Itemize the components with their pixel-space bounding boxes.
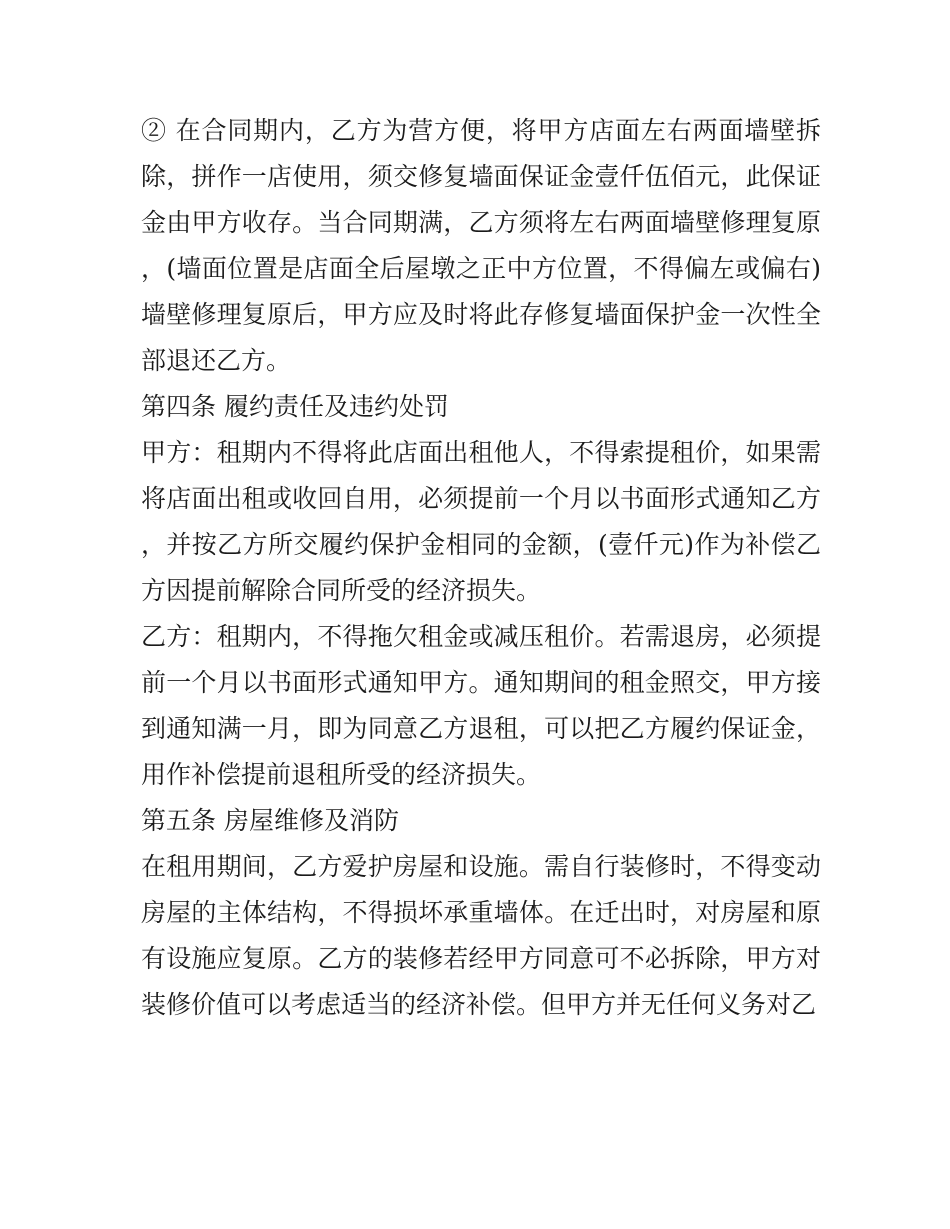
paragraph-deposit-wall-repair: ② 在合同期内，乙方为营方便，将甲方店面左右两面墙壁拆除，拼作一店使用，须交修复墙面保证金壹仟伍佰元，此保证金由甲方收存。当合同期满，乙方须将左右两面墙壁修理复原，(墙面位置是店面全后屋墩之正中方位置，不得偏左或偏右)墙壁修理复原后，甲方应及时将此存修复墙面保护金一次性全部退还乙方。 — [141, 116, 821, 375]
paragraph-party-a-liability: 甲方：租期内不得将此店面出租他人，不得索提租价，如果需将店面出租或收回自用，必须提前一个月以书面形式通知乙方，并按乙方所交履约保护金相同的金额，(壹仟元)作为补偿乙方因提前解除合同所受的经济损失。 — [141, 438, 821, 605]
paragraph-party-b-liability: 乙方：租期内，不得拖欠租金或减压租价。若需退房，必须提前一个月以书面形式通知甲方。通知期间的租金照交，甲方接到通知满一月，即为同意乙方退租，可以把乙方履约保证金，用作补偿提前退租所受的经济损失。 — [141, 622, 821, 789]
article-4-heading: 第四条 履约责任及违约处罚 — [141, 392, 449, 421]
paragraph-maintenance: 在租用期间，乙方爱护房屋和设施。需自行装修时，不得变动房屋的主体结构，不得损坏承重墙体。在迁出时，对房屋和原有设施应复原。乙方的装修若经甲方同意可不必拆除，甲方对装修价值可以考虑适当的经济补偿。但甲方并无任何义务对乙 — [141, 852, 821, 1019]
article-5-heading: 第五条 房屋维修及消防 — [141, 806, 399, 835]
document-body — [141, 108, 821, 1028]
